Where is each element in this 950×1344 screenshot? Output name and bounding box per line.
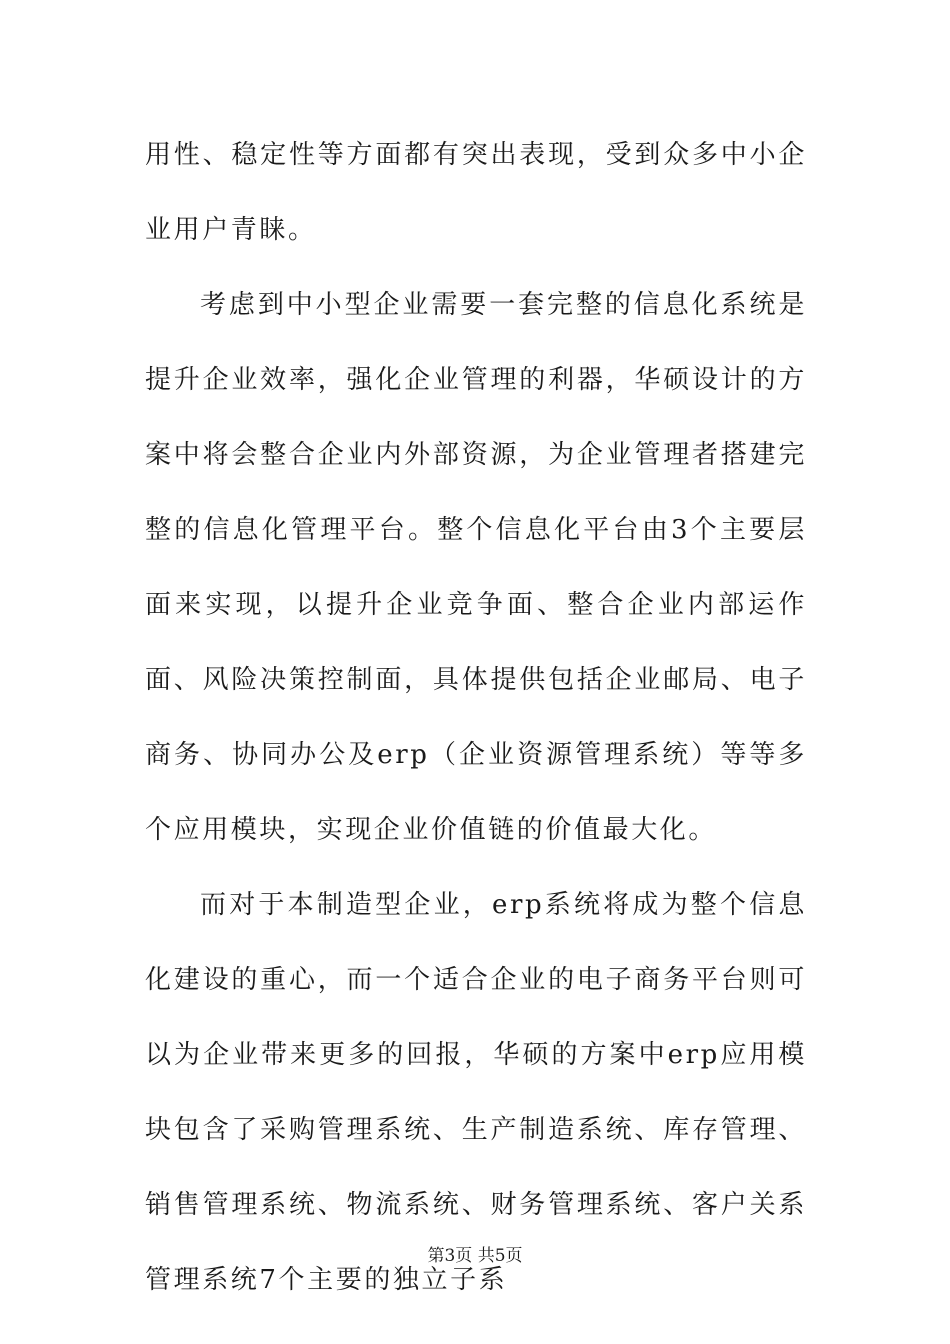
paragraph-erp-modules: 而对于本制造型企业，erp系统将成为整个信息化建设的重心，而一个适合企业的电子商务平台则可以为企业带来更多的回报，华硕的方案中erp应用模块包含了采购管理系统、生产制造系统、库存管理、销售管理系统、物流系统、财务管理系统、客户关系管理系统7个主要的独立子系 xyxy=(145,890,807,1295)
page-number-footer: 第3页 共5页 xyxy=(427,1246,523,1266)
paragraph-platform-overview: 考虑到中小型企业需要一套完整的信息化系统是提升企业效率，强化企业管理的利器，华硕设计的方案中将会整合企业内外部资源，为企业管理者搭建完整的信息化管理平台。整个信息化平台由3个主要层面来实现，以提升企业竞争面、整合企业内部运作面、风险决策控制面，具体提供包括企业邮局、电子商务、协同办公及erp（企业资源管理系统）等等多个应用模块，实现企业价值链的价值最大化。 xyxy=(145,290,807,845)
body-text xyxy=(145,118,807,1318)
paragraph-continuation: 用性、稳定性等方面都有突出表现，受到众多中小企业用户青睐。 xyxy=(145,140,807,245)
